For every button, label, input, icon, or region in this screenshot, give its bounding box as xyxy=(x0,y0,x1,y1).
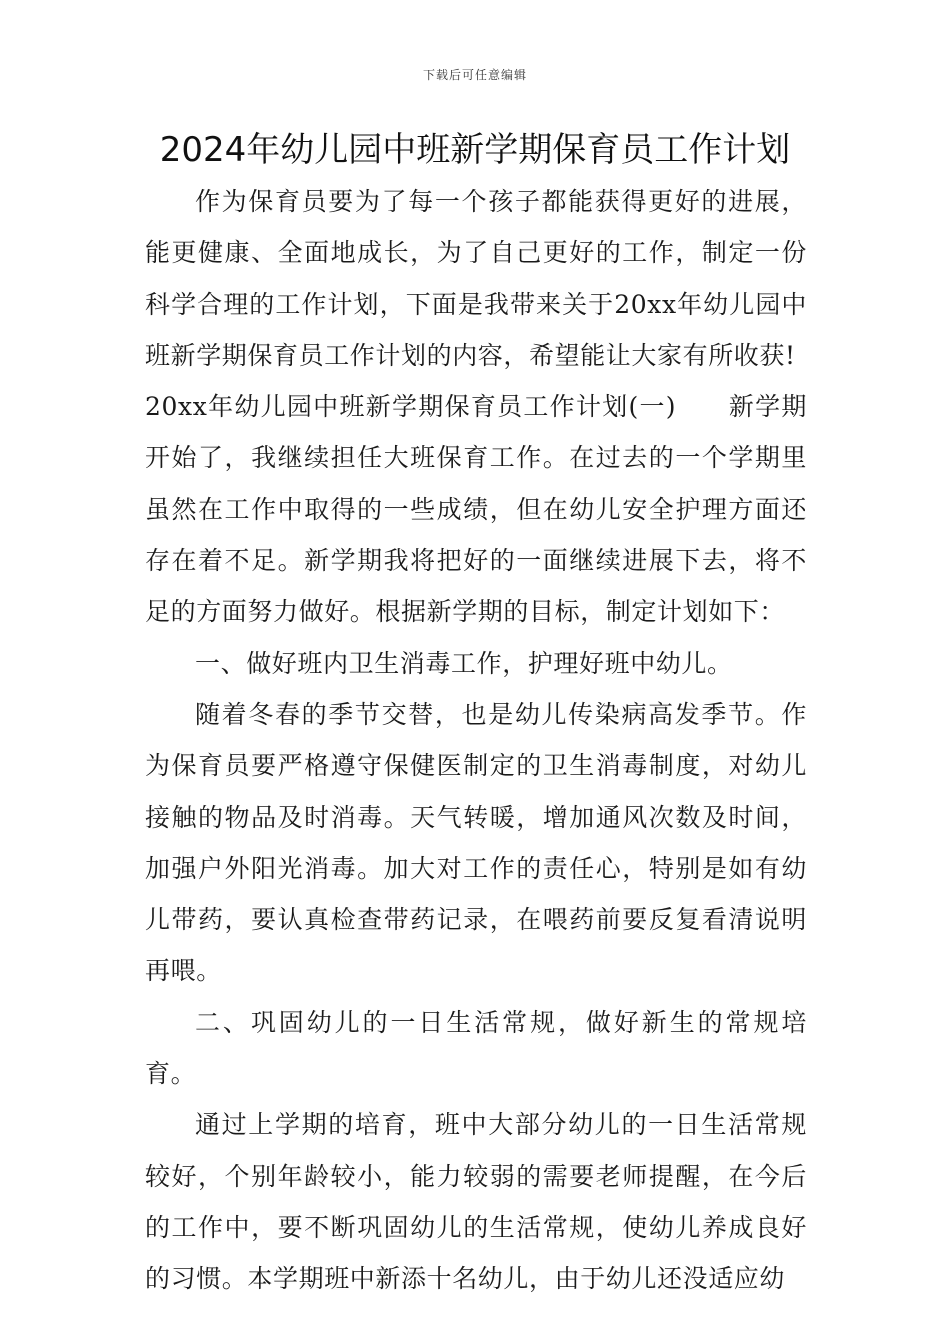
heading-one: 一、做好班内卫生消毒工作，护理好班中幼儿。 xyxy=(195,648,733,678)
section1-paragraph xyxy=(145,381,807,637)
document-title: 2024年幼儿园中班新学期保育员工作计划 xyxy=(159,130,791,170)
section1-body: 新学期开始了，我继续担任大班保育工作。在过去的一个学期里虽然在工作中取得的一些成绩，但在幼儿安全护理方面还存在着不足。新学期我将把好的一面继续进展下去，将不足的方面努力做好。根据新学期的目标，制定计划如下： xyxy=(145,392,807,627)
paragraph-one: 随着冬春的季节交替，也是幼儿传染病高发季节。作为保育员要严格遵守保健医制定的卫生消毒制度，对幼儿接触的物品及时消毒。天气转暖，增加通风次数及时间，加强户外阳光消毒。加大对工作的责任心，特别是如有幼儿带药，要认真检查带药记录，在喂药前要反复看清说明再喂。 xyxy=(145,699,807,986)
paragraph-two: 通过上学期的培育，班中大部分幼儿的一日生活常规较好，个别年龄较小，能力较弱的需要老师提醒，在今后的工作中，要不断巩固幼儿的生活常规，使幼儿养成良好的习惯。本学期班中新添十名幼儿，由于幼儿还没适应幼 xyxy=(145,1110,807,1294)
intro-paragraph xyxy=(145,176,807,381)
heading-two: 二、巩固幼儿的一日生活常规，做好新生的常规培育。 xyxy=(145,1007,807,1089)
section1-title: 20xx年幼儿园中班新学期保育员工作计划(一) xyxy=(145,392,677,422)
intro-text: 作为保育员要为了每一个孩子都能获得更好的进展，能更健康、全面地成长，为了自己更好的工作，制定一份科学合理的工作计划，下面是我带来关于20xx年幼儿园中班新学期保育员工作计划的内容，希望能让大家有所收获! xyxy=(145,187,807,370)
page-header-note: 下载后可任意编辑 xyxy=(422,68,527,82)
document-body xyxy=(145,176,807,1305)
